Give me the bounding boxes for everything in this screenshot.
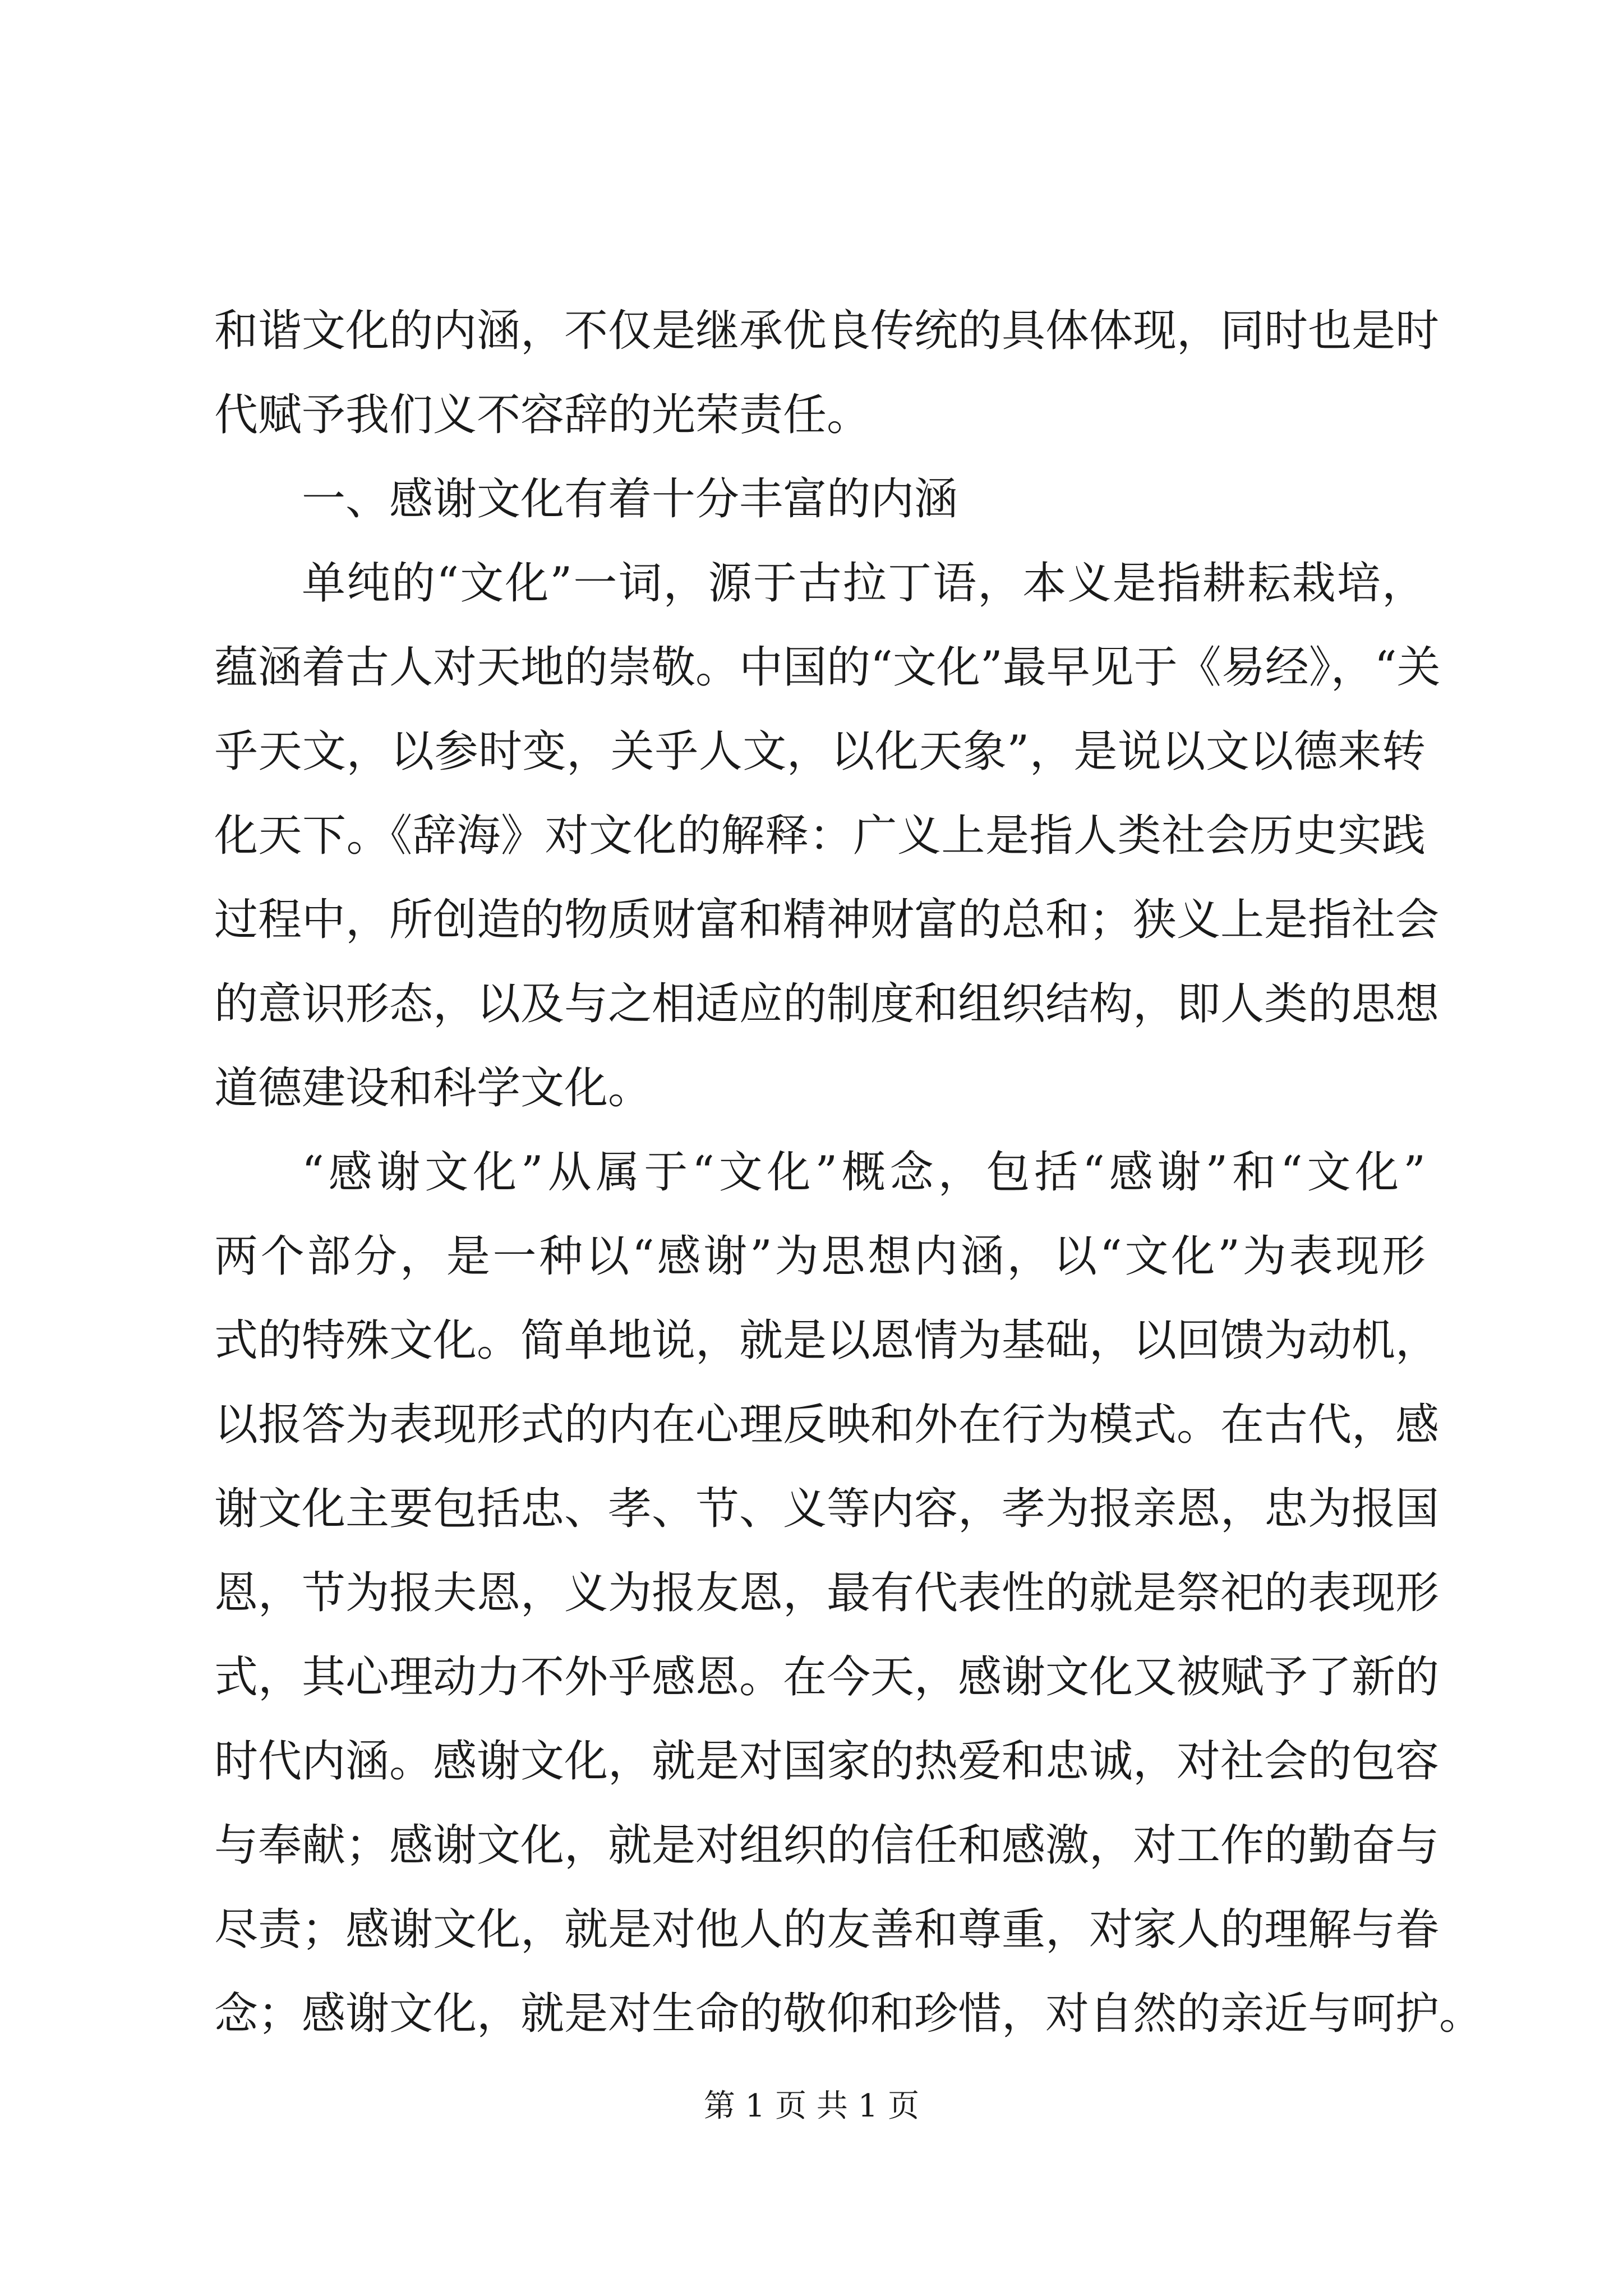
text-line: 道德建设和科学文化。 <box>214 1063 652 1114</box>
text-line: 尽责；感谢文化，就是对他人的友善和尊重，对家人的理解与眷 <box>214 1904 1440 1955</box>
text-line: 的意识形态，以及与之相适应的制度和组织结构，即人类的思想 <box>214 979 1440 1029</box>
section-heading: 一、感谢文化有着十分丰富的内涵 <box>302 474 958 524</box>
text-line: 代赋予我们义不容辞的光荣责任。 <box>214 390 871 440</box>
text-line: 时代内涵。感谢文化，就是对国家的热爱和忠诚，对社会的包容 <box>214 1736 1440 1787</box>
page-number-footer: 第 1 页 共 1 页 <box>703 2088 920 2124</box>
text-line: 两个部分，是一种以“感谢”为思想内涵，以“文化”为表现形 <box>214 1231 1426 1282</box>
text-line: 恩，节为报夫恩，义为报友恩，最有代表性的就是祭祀的表现形 <box>214 1568 1440 1618</box>
text-line: 以报答为表现形式的内在心理反映和外在行为模式。在古代，感 <box>214 1400 1440 1450</box>
text-line: 式的特殊文化。简单地说，就是以恩情为基础，以回馈为动机， <box>214 1315 1440 1366</box>
text-line: “感谢文化”从属于“文化”概念，包括“感谢”和“文化” <box>302 1147 1426 1198</box>
text-line: 乎天文，以参时变，关乎人文，以化天象”，是说以文以德来转 <box>214 726 1426 777</box>
text-line: 过程中，所创造的物质财富和精神财富的总和；狭义上是指社会 <box>214 895 1440 945</box>
text-line: 和谐文化的内涵，不仅是继承优良传统的具体体现，同时也是时 <box>214 306 1440 356</box>
text-line: 化天下。《辞海》对文化的解释：广义上是指人类社会历史实践 <box>214 811 1426 861</box>
text-line: 谢文化主要包括忠、孝、节、义等内容，孝为报亲恩，忠为报国 <box>214 1484 1440 1534</box>
text-line: 念；感谢文化，就是对生命的敬仰和珍惜，对自然的亲近与呵护。 <box>214 1989 1483 2039</box>
text-line: 与奉献；感谢文化，就是对组织的信任和感激，对工作的勤奋与 <box>214 1820 1440 1871</box>
text-line: 蕴涵着古人对天地的崇敬。中国的“文化”最早见于《易经》，“关 <box>214 642 1441 693</box>
text-line: 单纯的“文化”一词，源于古拉丁语，本义是指耕耘栽培， <box>302 558 1426 609</box>
text-line: 式，其心理动力不外乎感恩。在今天，感谢文化又被赋予了新的 <box>214 1652 1440 1703</box>
